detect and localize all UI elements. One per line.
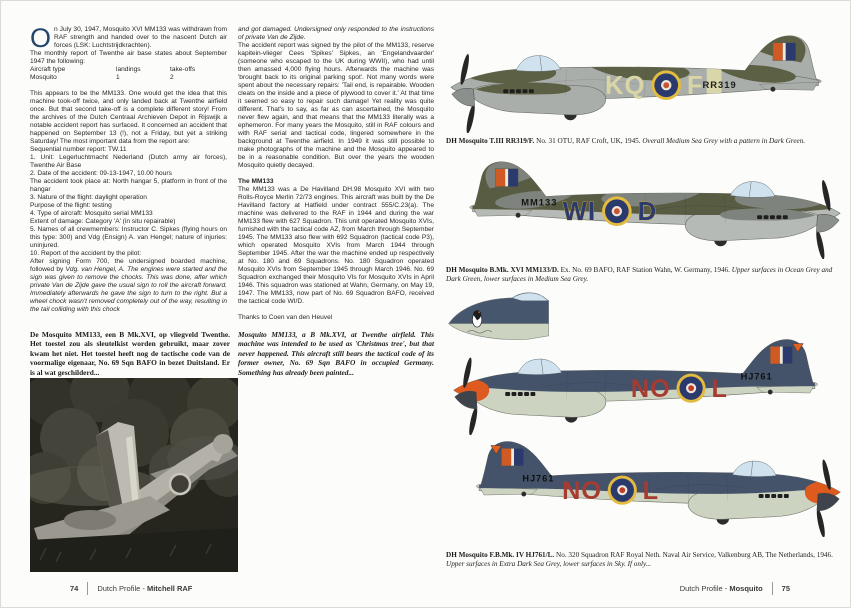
footer-divider <box>772 582 773 595</box>
spinner <box>817 493 839 511</box>
squadron-code-right: F <box>686 72 704 101</box>
paragraph: The monthly report of Twenthe air base states about September 1947 the following: <box>30 50 227 65</box>
paragraph: 4. Type of aircraft: Mosquito serial MM133 <box>30 210 153 217</box>
paragraph: On July 30, 1947, Mosquito XVI MM133 was withdrawn from RAF strength and handed over to the nascent Dutch air forces (LSK: Luchtstrijdkrachten). <box>30 23 227 53</box>
canopy <box>516 56 560 72</box>
fin-flash <box>773 43 796 61</box>
paragraph: Extent of damage: Category 'A' (in situ repairable) <box>30 218 176 225</box>
spinner <box>816 214 839 232</box>
paragraph: Sequential number report: TW.11 <box>30 146 127 153</box>
serial-number: HJ761 <box>522 473 555 484</box>
roundel <box>651 70 681 100</box>
profile-caption-1: DH Mosquito T.III RR319/F. No. 31 OTU, RAF Croft, UK, 1945. Overall Medium Sea Grey with a pattern in Dark Green. <box>446 137 806 145</box>
text-column-1 <box>30 23 227 314</box>
paragraph: The accident report was signed by the pilot of the MM133, reserve kapitein-vlieger Cees 'Spikes' Sipkes, an 'Engelandvaarder' (someone who escaped to the UK during WWII), who had until then amassed 4,000 flying hours. Afterwards the machine was 'brought back to its original parking spot'. Not many words were spent about the necessary repairs: 'Tail end, is repairable. Wooden cleats on the inside and a piece of plywood to cover it.' At that time it seemed so easy to repair such damage! Yet reality was quite different. That's to say, as far as can ascertained, the Mosquito never flew again, and that means that the MM133 literally was a ephemeron. For many years the Mosquito, still in RAF colours and with RAF serial and tactical code, lingered somewhere in the background at Twenthe airfield. In 1949 it was still possible to make photographs of the machine and the Mosquito appeared to be in a reasonable condition. But over the years the wooden Mosquito quietly decayed. <box>238 42 434 169</box>
profile-illustration-hj761-starboard <box>450 430 848 537</box>
footer-left <box>70 582 192 595</box>
paragraph-gap <box>238 306 434 314</box>
spinner <box>452 88 475 106</box>
dutch-photo-caption: De Mosquito MM133, een B Mk.XVI, op vliegveld Twenthe. Het toestel zou als sleutelkist worden gebruikt, maar zover kwam het niet. Het toestel heeft nog de tactische code van de voormalige eigenaar, No. 69 Sqn BAFO in bezet Duitsland. Er is al wat geschilderd... <box>30 330 230 377</box>
caption-aircraft-id: DH Mosquito B.Mk. XVI MM133/D. <box>446 266 559 274</box>
fin-flash <box>495 169 518 187</box>
paragraph: After signing Form 700, the undersigned boarded machine, followed by Vdg. van Hengel, A. The engines were started and the sign was given to remove the chocks. This was done, after which private Van de Zijde gave the usual sign to roll the aircraft forward. Immediately afterwards he gave the sign to turn to the right. But a wheel chock wasn't removed completely out of the way, resulting in the tail colliding with this chock <box>30 258 227 313</box>
profile-caption-2: DH Mosquito B.Mk. XVI MM133/D. Ex. No. 69 BAFO, RAF Station Wahn, W. Germany, 1946. Upper surfaces in Ocean Grey and Dark Green, lower surfaces in Medium Sea Grey. <box>446 266 833 284</box>
footer-right <box>545 582 790 595</box>
paragraph-gap <box>30 82 227 90</box>
caption-aircraft-id: DH Mosquito T.III RR319/F. <box>446 137 535 145</box>
serial-number: HJ761 <box>740 371 773 382</box>
serial-number: RR319 <box>702 80 737 91</box>
canopy <box>732 461 776 477</box>
squadron-code-right: L <box>642 476 660 505</box>
footer-divider <box>87 582 88 595</box>
page-number-left: 74 <box>70 584 79 593</box>
squadron-code-left: WI <box>562 198 597 227</box>
fin-flash <box>770 346 792 363</box>
profile-caption-3: DH Mosquito F.B.Mk. IV HJ761/L. No. 320 Squadron RAF Royal Neth. Naval Air Service, Valkenburg AB, The Netherlands, 1946. Upper surfaces in Extra Dark Sea Grey, lower surfaces in Sky. If only... <box>446 551 833 569</box>
page-number-right: 75 <box>781 584 790 593</box>
footer-brand-right: Dutch Profile - Mosquito <box>679 584 763 593</box>
paragraph: 3. Nature of the flight: daylight operation <box>30 194 147 201</box>
footer-brand-left: Dutch Profile - Mitchell RAF <box>97 584 193 593</box>
paragraph: This appears to be the MM133. One would get the idea that this machine took-off twice, and only landed back at Twenthe airfield once. But that second take-off is a complete different story! From the archives of the Dutch Centraal Archieven Depot in Rijswijk a notable accident report has surfaced. It concerned an accident that happened on September 13 (!), not a Friday, but yet a striking Saturday! The most important data from the report are: <box>30 90 227 145</box>
squadron-code-right: L <box>711 374 728 403</box>
text-column-2 <box>238 26 434 322</box>
paragraph: 10. Report of the accident by the pilot: <box>30 250 142 257</box>
caption-aircraft-id: DH Mosquito F.B.Mk. IV HJ761/L. <box>446 551 555 559</box>
roundel <box>608 476 637 505</box>
squadron-code-left: KQ <box>605 72 646 101</box>
profile-illustration-mm133 <box>443 150 848 259</box>
serial-number: MM133 <box>521 197 558 208</box>
fin-flash <box>501 448 523 465</box>
paragraph: 2. Date of the accident: 09-13-1947, 10.00 hours <box>30 170 172 177</box>
paragraph-gap <box>238 170 434 178</box>
profile-illustration-rr319 <box>443 24 848 133</box>
profile-illustration-hj761-port <box>446 328 844 435</box>
mini-table-row: Aircraft type landings take-offs <box>30 66 196 73</box>
roundel <box>602 196 632 226</box>
drop-cap: O <box>30 23 52 53</box>
squadron-code-right: D <box>637 198 658 227</box>
photo-mosquito-wreck <box>30 378 238 572</box>
canopy <box>518 359 562 375</box>
paragraph: Thanks to Coen van den Heuvel <box>238 314 333 321</box>
canopy <box>730 182 774 198</box>
paragraph: The MM133 <box>238 178 274 185</box>
mini-table-row: Mosquito 1 2 <box>30 74 174 81</box>
spinner <box>455 391 477 409</box>
paragraph: The accident took place at: North hangar 5, platform in front of the hangar <box>30 178 227 193</box>
paragraph: and got damaged. Undersigned only responded to the instructions of private Van de Zijde. <box>238 26 434 41</box>
roundel <box>677 374 706 403</box>
paragraph: 1. Unit: Legerluchtmacht Nederland (Dutch army air forces), Twenthe Air Base <box>30 154 227 169</box>
squadron-code-left: NO <box>630 374 671 403</box>
penguin-nose-art <box>472 310 481 327</box>
paragraph: The MM133 was a De Havilland DH.98 Mosquito XVI with two Rolls-Royce Merlin 72/73 engines. This aircraft was built by the De Havilland factory at Hatfield under contract 555/C.23(a). The machine was delivered to the RAF in 1944 and during the war MM133 flew with 627 Squadron. This unit operated Mosquito XVIs, furnished with the tactical code AZ, from March through September 1945. The MM133 also flew with 692 Squadron (tactical code P3), which operated Mosquito XVIs from March 1944 through September 1945. After the war the machine ended up respectively at No. 180 and 69 Squadrons. No. 180 Squadron operated Mosquito XVIs from September 1945 through March 1946. No. 69 Squadron exchanged their Mosquito VIs for Mosquito XVIs in April 1946. This squadron was stationed at Wahn, Germany, on May 19, 1947. The MM133, now part of No. 69 Squadron BAFO, received the tactical code WI/D. <box>238 186 434 305</box>
inset-canopy <box>512 293 548 301</box>
paragraph: Purpose of the flight: testing <box>30 202 112 209</box>
english-photo-caption: Mosquito MM133, a B Mk.XVI, at Twenthe airfield. This machine was intended to be used as 'Christmas tree', but that never happened. This aircraft still bears the tactical code of its former owner, No. 69 Sqn BAFO in occupied Germany. Something has already been painted... <box>238 330 434 377</box>
paragraph: 5. Names of all crewmembers: Instructor C. Sipkes (flying hours on this type: 300) and Vdg (Ensign) A. van Hengel; nature of injuries: uninjured. <box>30 226 227 249</box>
squadron-code-left: NO <box>562 476 602 505</box>
